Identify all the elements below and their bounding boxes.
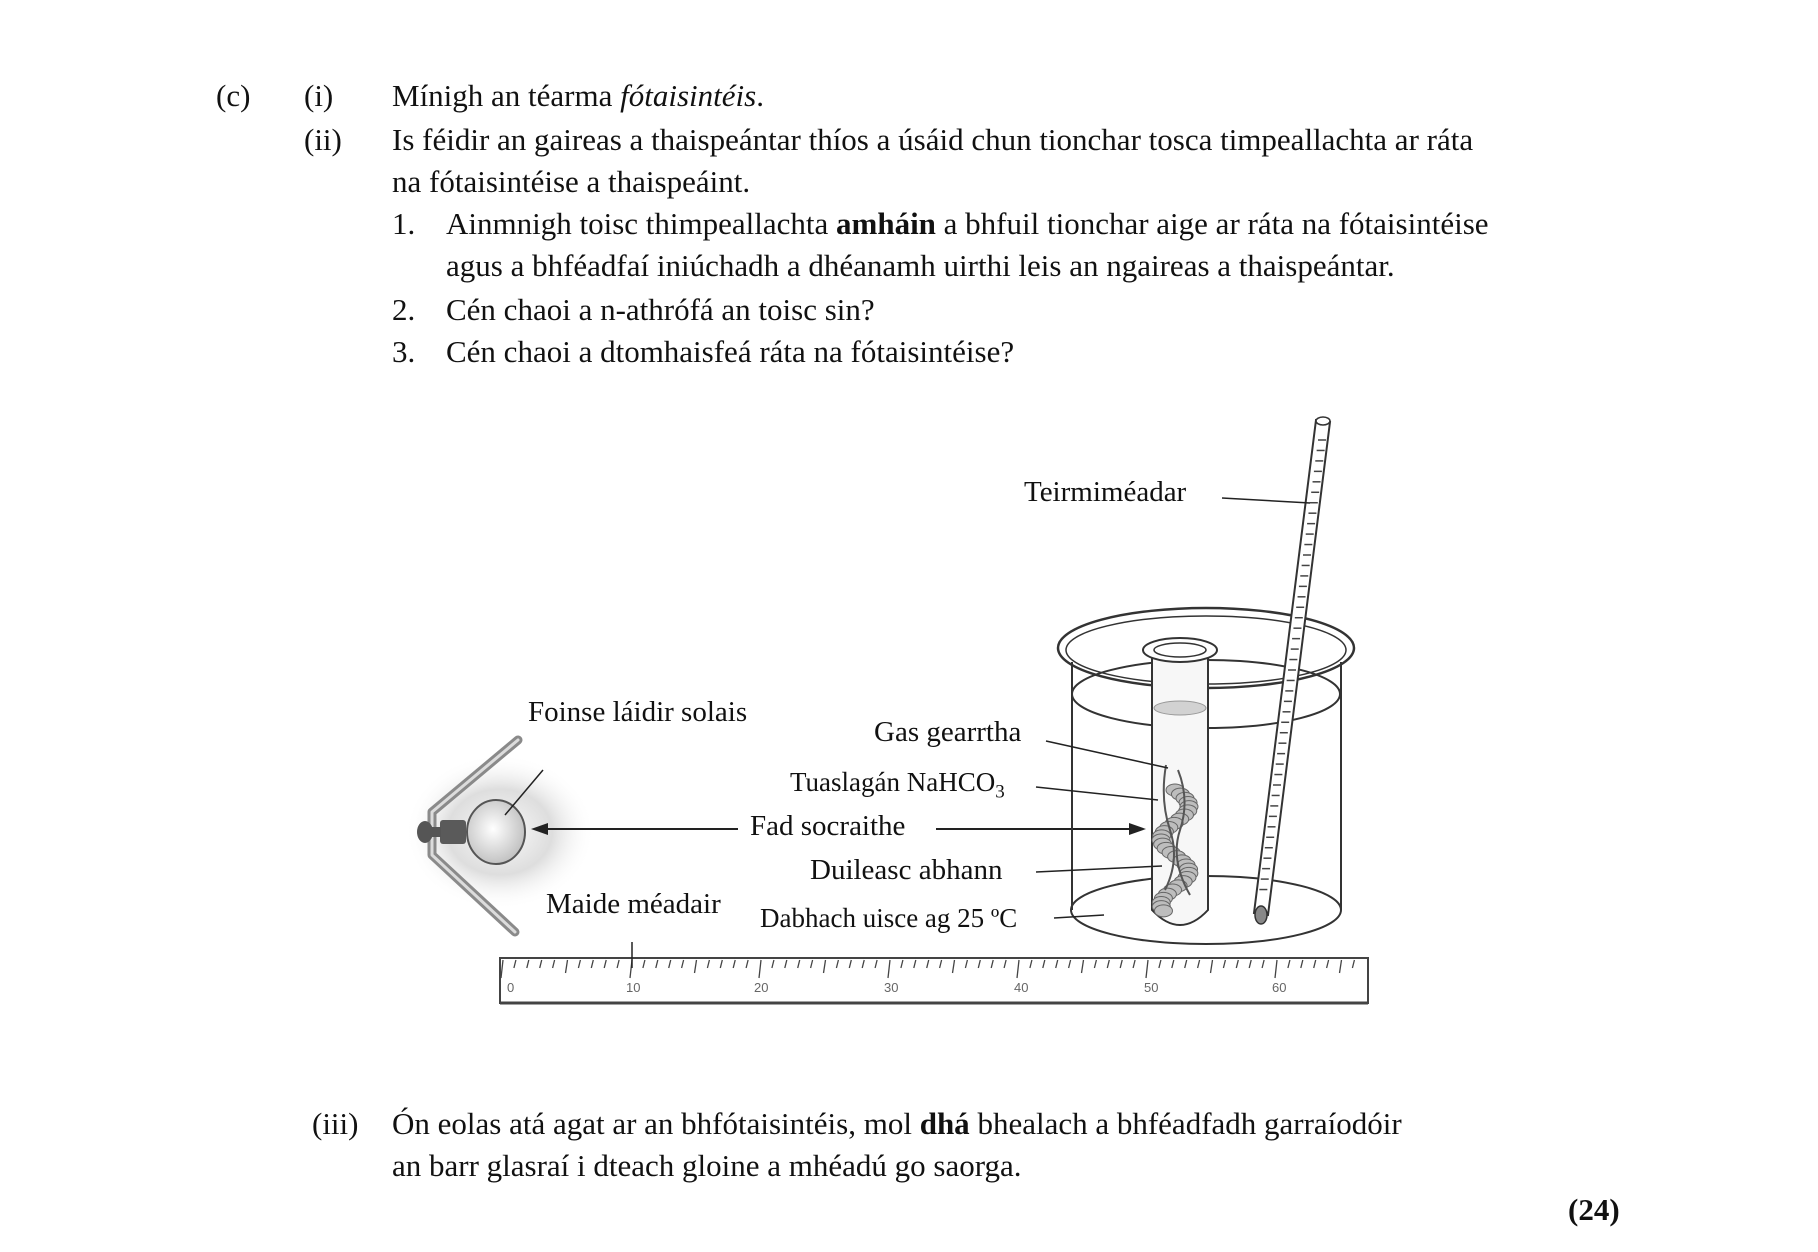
ruler-number: 40 xyxy=(1014,980,1029,995)
question-iii-text-before: Ón eolas atá agat ar an bhfótaisintéis, mol xyxy=(392,1106,920,1141)
part-label-c: (c) xyxy=(216,78,251,113)
item-1-text-after: a bhfuil tionchar aige ar ráta na fótaisintéise xyxy=(935,206,1489,241)
question-iii-line2: an barr glasraí i dteach gloine a mhéadú go saorga. xyxy=(392,1148,1022,1183)
label-solution-subscript: 3 xyxy=(995,781,1005,803)
label-pondweed: Duileasc abhann xyxy=(810,854,1003,886)
thermometer-body xyxy=(1254,420,1330,915)
marks-total: (24) xyxy=(1568,1192,1620,1227)
question-i-text-before: Mínigh an téarma xyxy=(392,78,621,113)
thermometer-bulb xyxy=(1255,906,1267,924)
pondweed-leaf xyxy=(1154,905,1172,917)
ruler-number: 60 xyxy=(1272,980,1287,995)
arrow-head-right xyxy=(1129,823,1146,835)
pondweed-leader xyxy=(1036,866,1162,872)
item-1-text-before: Ainmnigh toisc thimpeallachta xyxy=(446,206,836,241)
label-solution xyxy=(790,766,1005,808)
bulb xyxy=(467,800,525,864)
gas-leader xyxy=(1046,741,1168,768)
ruler-number: 50 xyxy=(1144,980,1159,995)
label-solution-text: Tuaslagán NaHCO xyxy=(790,767,996,797)
item-3-number: 3. xyxy=(392,334,416,369)
subpart-label-iii: (iii) xyxy=(312,1106,359,1141)
ruler-number: 0 xyxy=(507,980,515,995)
ruler-number: 20 xyxy=(754,980,769,995)
item-1-line2: agus a bhféadfaí iniúchadh a dhéanamh uirthi leis an ngaireas a thaispeántar. xyxy=(446,248,1395,283)
label-light-source: Foinse láidir solais xyxy=(528,696,748,728)
bulb-base xyxy=(440,820,466,844)
label-fixed-distance: Fad socraithe xyxy=(750,810,906,842)
solution-leader xyxy=(1036,787,1158,800)
thermometer-leader xyxy=(1222,498,1310,503)
item-2-number: 2. xyxy=(392,292,416,327)
label-thermometer: Teirmiméadar xyxy=(1024,476,1187,508)
label-water-bath: Dabhach uisce ag 25 ºC xyxy=(760,903,1018,933)
item-1-number: 1. xyxy=(392,206,416,241)
question-ii-line2: na fótaisintéise a thaispeáint. xyxy=(392,164,751,199)
question-iii-text-after: bhealach a bhféadfadh garraíodóir xyxy=(969,1106,1402,1141)
ruler-number: 10 xyxy=(626,980,641,995)
item-2-text: Cén chaoi a n-athrófá an toisc sin? xyxy=(446,292,875,327)
gas-level xyxy=(1154,701,1206,715)
subpart-label-ii: (ii) xyxy=(304,122,342,157)
metre-stick xyxy=(500,942,1368,1003)
question-iii-bold-word: dhá xyxy=(919,1106,970,1141)
item-3-text: Cén chaoi a dtomhaisfeá ráta na fótaisintéise? xyxy=(446,334,1015,369)
water-bath-leader xyxy=(1054,915,1104,918)
label-metre-stick: Maide méadair xyxy=(546,888,721,920)
item-1-bold-word: amháin xyxy=(836,206,936,241)
test-tube xyxy=(1143,638,1217,925)
question-iii-line1 xyxy=(392,1106,1402,1142)
question-i-term: fótaisintéis xyxy=(620,78,757,113)
question-ii-line1: Is féidir an gaireas a thaispeántar thíos a úsáid chun tionchar tosca timpeallachta ar ráta xyxy=(392,122,1474,157)
subpart-label-i: (i) xyxy=(304,78,334,113)
question-i-text-after: . xyxy=(756,78,764,113)
ruler-number: 30 xyxy=(884,980,899,995)
label-gas-collected: Gas gearrtha xyxy=(874,716,1022,748)
